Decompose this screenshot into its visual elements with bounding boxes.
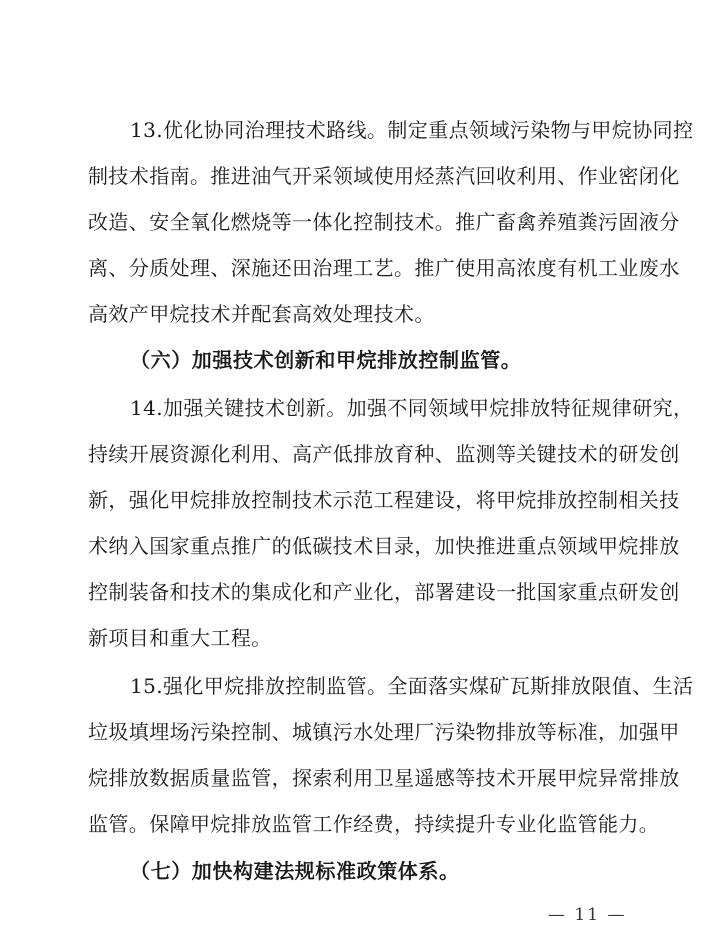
paragraph-14-line-5: 控制装备和技术的集成化和产业化，部署建设一批国家重点研发创: [88, 580, 680, 604]
paragraph-13-line-1: 13.优化协同治理技术路线。制定重点领域污染物与甲烷协同控: [130, 118, 694, 142]
paragraph-15-line-2: 垃圾填埋场污染控制、城镇污水处理厂污染物排放等标准，加强甲: [88, 720, 680, 744]
paragraph-14-line-2: 持续开展资源化利用、高产低排放育种、监测等关键技术的研发创: [88, 442, 680, 466]
paragraph-15-line-1: 15.强化甲烷排放控制监管。全面落实煤矿瓦斯排放限值、生活: [130, 674, 694, 698]
paragraph-13-line-3: 改造、安全氧化燃烧等一体化控制技术。推广畜禽养殖粪污固液分: [88, 210, 680, 234]
paragraph-14-line-1: 14.加强关键技术创新。加强不同领域甲烷排放特征规律研究，: [130, 396, 694, 420]
paragraph-14-line-6: 新项目和重大工程。: [88, 626, 272, 650]
page-number: — 11 —: [548, 905, 627, 925]
paragraph-15-line-4: 监管。保障甲烷排放监管工作经费，持续提升专业化监管能力。: [88, 812, 660, 836]
paragraph-15-line-3: 烷排放数据质量监管，探索利用卫星遥感等技术开展甲烷异常排放: [88, 766, 680, 790]
paragraph-14-line-4: 术纳入国家重点推广的低碳技术目录，加快推进重点领域甲烷排放: [88, 534, 680, 558]
section-heading-6: （六）加强技术创新和甲烷排放控制监管。: [130, 348, 522, 372]
paragraph-13-line-2: 制技术指南。推进油气开采领域使用烃蒸汽回收利用、作业密闭化: [88, 164, 680, 188]
section-heading-7: （七）加快构建法规标准政策体系。: [130, 859, 460, 883]
paragraph-13-line-4: 离、分质处理、深施还田治理工艺。推广使用高浓度有机工业废水: [88, 256, 680, 280]
paragraph-14-line-3: 新，强化甲烷排放控制技术示范工程建设，将甲烷排放控制相关技: [88, 488, 680, 512]
paragraph-13-line-5: 高效产甲烷技术并配套高效处理技术。: [88, 302, 435, 326]
